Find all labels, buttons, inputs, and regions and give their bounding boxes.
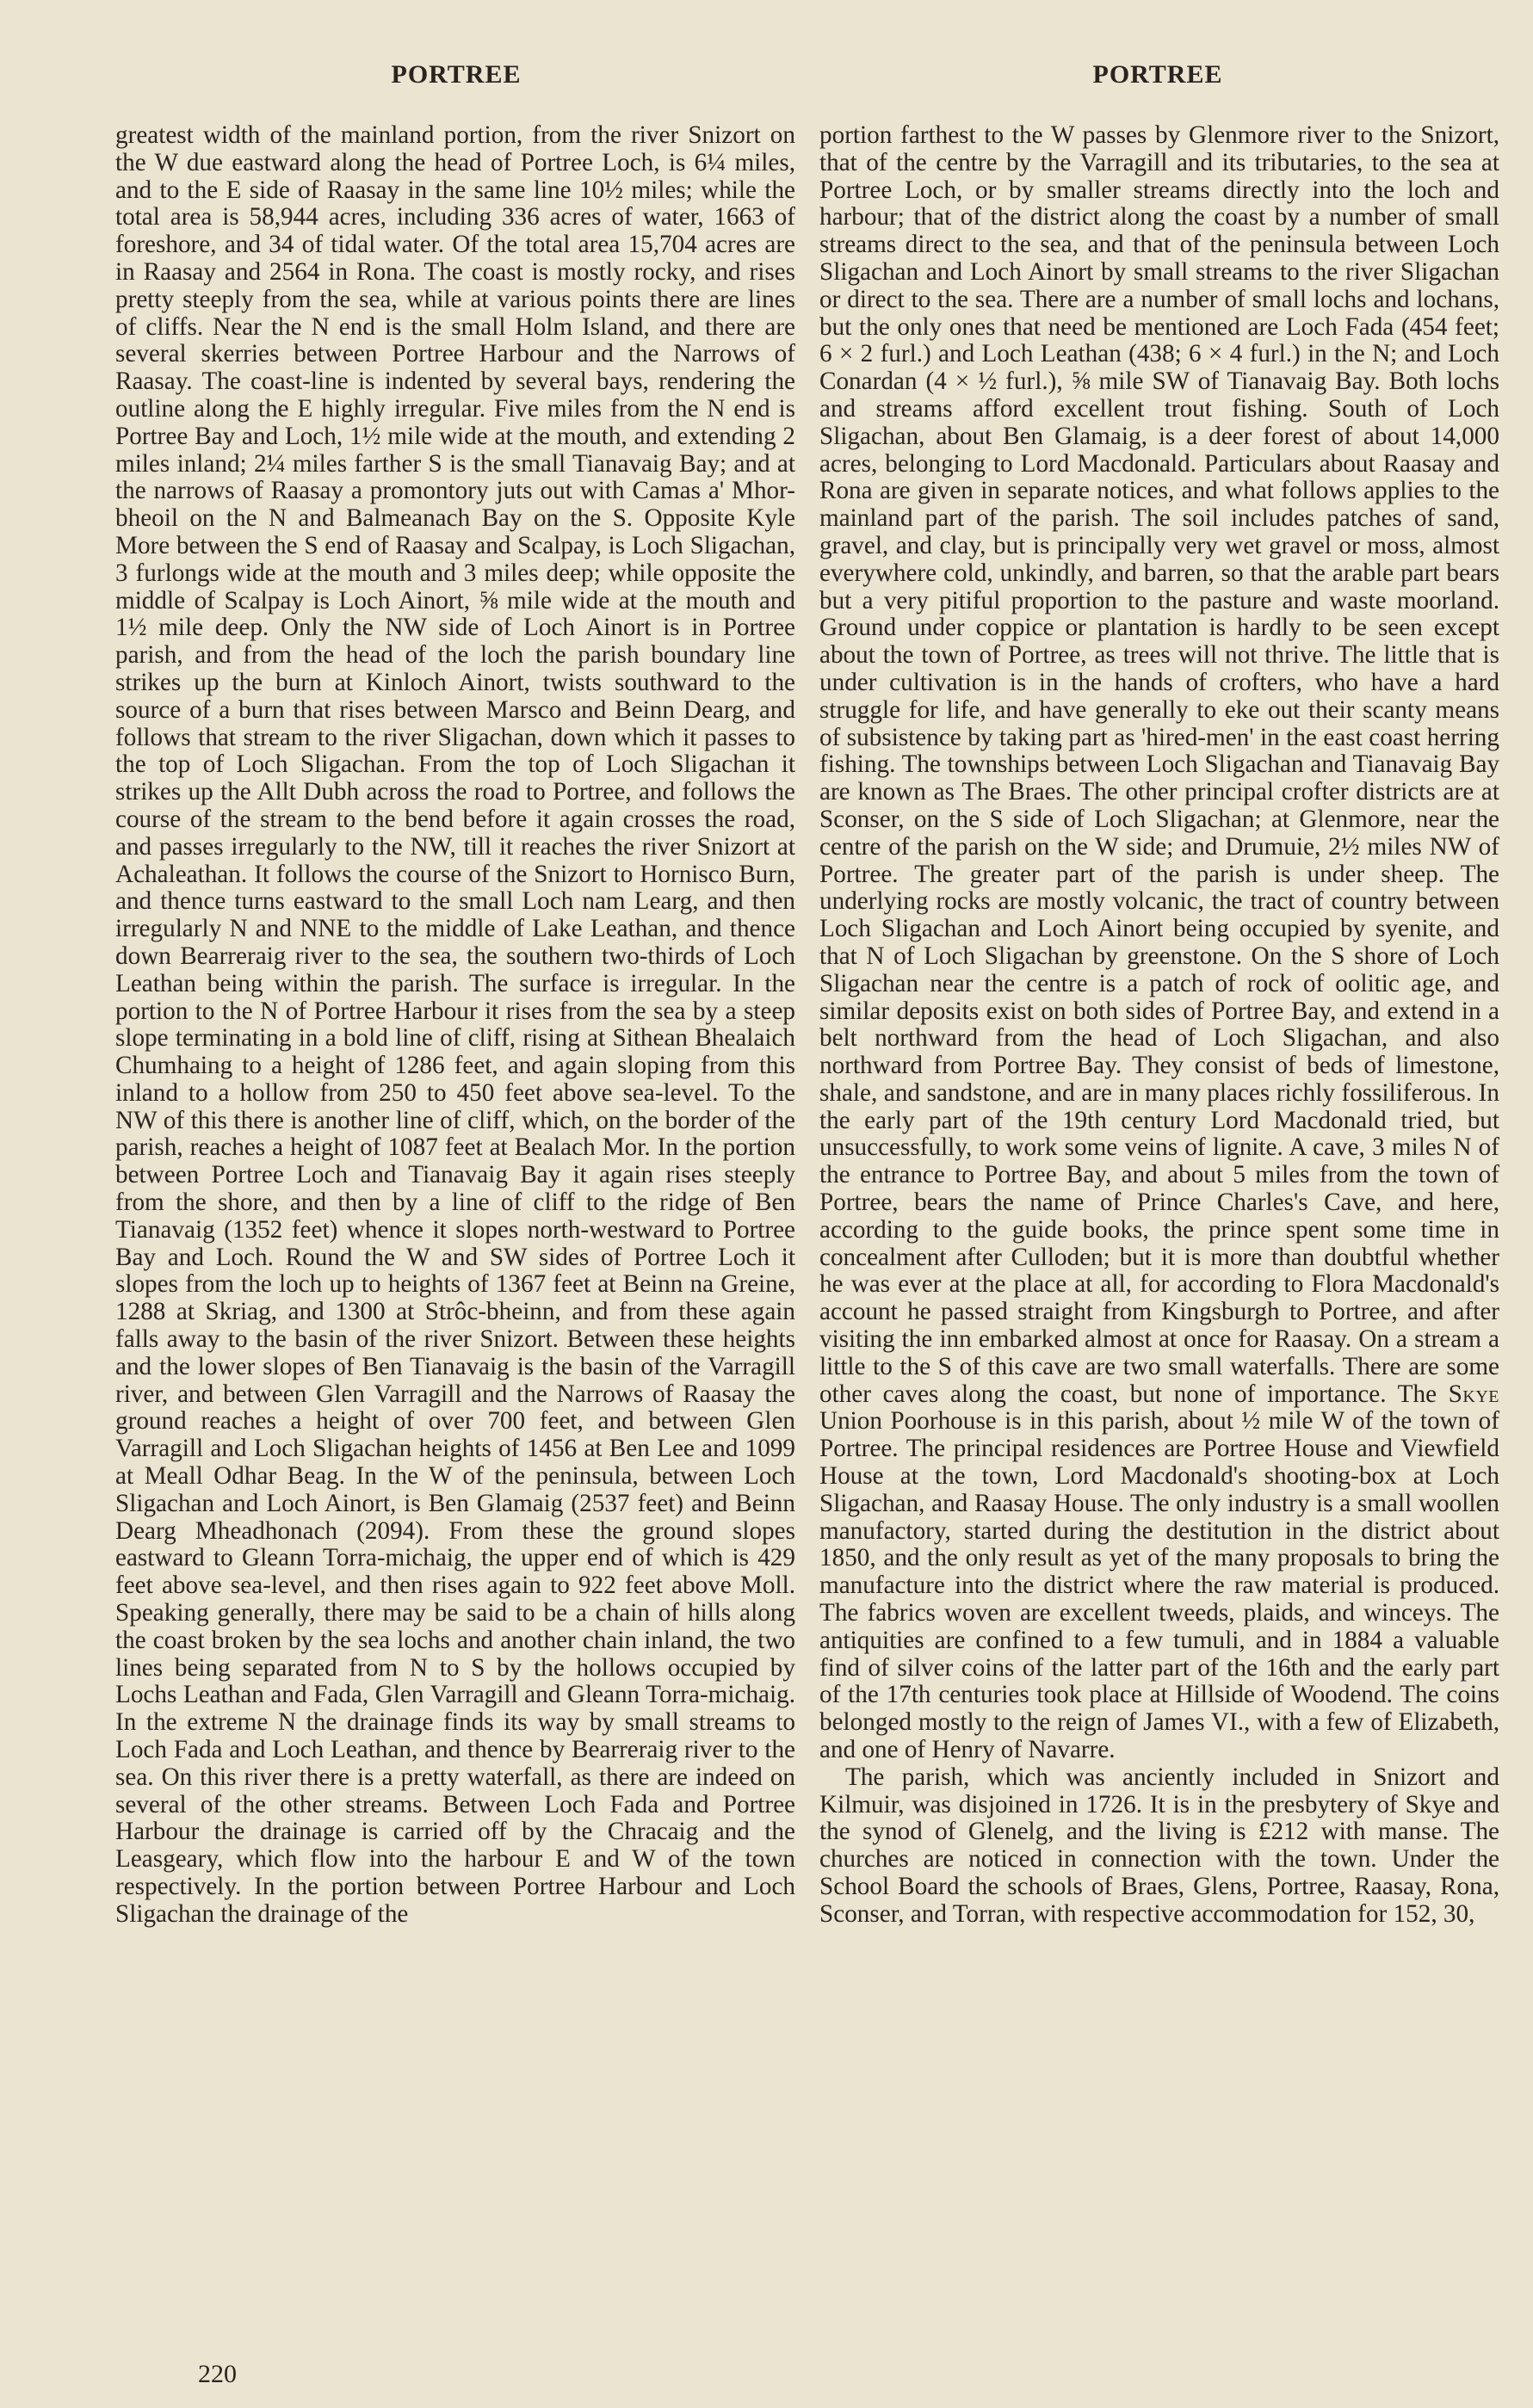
text-run: Union Poorhouse is in this parish, about ½ mile W of the town of Portree. The principal residences are Portree House and Viewfield House at the town, Lord Macdonald's shooting-box at Loch Sligachan, and Raasay House. The only industry is a small woollen manufactory, started during the destitution in the district about 1850, and the only result as yet of the many proposals to bring the manufacture into the district where the raw material is produced. The fabrics woven are excellent tweeds, plaids, and winceys. The antiquities are confined to a few tumuli, and in 1884 a valuable find of silver coins of the latter part of the 16th and the early part of the 17th centuries took place at Hillside of Woodend. The coins belonged mostly to the reign of James VI., with a few of Elizabeth, and one of Henry of Navarre. — [819, 1407, 1499, 1764]
page-number: 220 — [198, 2360, 237, 2388]
running-head-right: PORTREE — [1092, 60, 1223, 89]
text-column-right — [819, 122, 1499, 1929]
text-run: portion farthest to the W passes by Glenmore river to the Snizort, that of the centre by the Varragill and its tributaries, to the sea at Portree Loch, or by smaller streams directly into the loch and harbour; that of the district along the coast by a number of small streams direct to the sea, and that of the peninsula between Loch Sligachan and Loch Ainort by small streams to the river Sligachan or direct to the sea. There are a number of small lochs and lochans, but the only ones that need be mentioned are Loch Fada (454 feet; 6 × 2 furl.) and Loch Leathan (438; 6 × 4 furl.) in the N; and Loch Conardan (4 × ½ furl.), ⅝ mile SW of Tianavaig Bay. Both lochs and streams afford excellent trout fishing. South of Loch Sligachan, about Ben Glamaig, is a deer forest of about 14,000 acres, belonging to Lord Macdonald. Particulars about Raasay and Rona are given in separate notices, and what follows applies to the mainland part of the parish. The soil includes patches of sand, gravel, and clay, but is principally very wet gravel or moss, almost everywhere cold, unkindly, and barren, so that the arable part bears but a very pitiful proportion to the pasture and waste moorland. Ground under coppice or plantation is hardly to be seen except about the town of Portree, as trees will not thrive. The little that is under cultivation is in the hands of crofters, who have a hard struggle for life, and have generally to eke out their scanty means of subsistence by taking part as 'hired-men' in the east coast herring fishing. The townships between Loch Sligachan and Tianavaig Bay are known as The Braes. The other principal crofter districts are at Sconser, on the S side of Loch Sligachan; at Glenmore, near the centre of the parish on the W side; and Drumuie, 2½ miles NW of Portree. The greater part of the parish is under sheep. The underlying rocks are mostly volcanic, the tract of country between Loch Sligachan and Loch Ainort being occupied by syenite, and that N of Loch Sligachan by greenstone. On the S shore of Loch Sligachan near the centre is a patch of rock of oolitic age, and similar deposits exist on both sides of Portree Bay, and extend in a belt northward from the head of Loch Sligachan, and also northward from Portree Bay. They consist of beds of limestone, shale, and sandstone, and are in many places richly fossiliferous. In the early part of the 19th century Lord Macdonald tried, but unsuccessfully, to work some veins of lignite. A cave, 3 miles N of the entrance to Portree Bay, and about 5 miles from the town of Portree, bears the name of Prince Charles's Cave, and here, according to the guide books, the prince spent some time in concealment after Culloden; but it is more than doubtful whether he was ever at the place at all, for according to Flora Macdonald's account he passed straight from Kingsburgh to Portree, and after visiting the inn embarked almost at once for Raasay. On a stream a little to the S of this cave are two small waterfalls. There are some other caves along the coast, but none of importance. The — [819, 121, 1499, 1408]
text-column-left — [115, 122, 795, 1929]
paragraph — [819, 122, 1499, 1764]
paragraph: The parish, which was anciently included in Snizort and Kilmuir, was disjoined in 1726. It is in the presbytery of Skye and the synod of Glenelg, and the living is £212 with manse. The churches are noticed in connection with the town. Under the School Board the schools of Braes, Glens, Portree, Raasay, Rona, Sconser, and Torran, with respective accommodation for 152, 30, — [819, 1763, 1499, 1928]
running-head-left: PORTREE — [391, 60, 522, 89]
paragraph: greatest width of the mainland portion, from the river Snizort on the W due eastward along the head of Portree Loch, is 6¼ miles, and to the E side of Raasay in the same line 10½ miles; while the total area is 58,944 acres, including 336 acres of water, 1663 of foreshore, and 34 of tidal water. Of the total area 15,704 acres are in Raasay and 2564 in Rona. The coast is mostly rocky, and rises pretty steeply from the sea, while at various points there are lines of cliffs. Near the N end is the small Holm Island, and there are several skerries between Portree Harbour and the Narrows of Raasay. The coast-line is indented by several bays, rendering the outline along the E highly irregular. Five miles from the N end is Portree Bay and Loch, 1½ mile wide at the mouth, and extending 2 miles inland; 2¼ miles farther S is the small Tianavaig Bay; and at the narrows of Raasay a promontory juts out with Camas a' Mhor-bheoil on the N and Balmeanach Bay on the S. Opposite Kyle More between the S end of Raasay and Scalpay, is Loch Sligachan, 3 furlongs wide at the mouth and 3 miles deep; while opposite the middle of Scalpay is Loch Ainort, ⅝ mile wide at the mouth and 1½ mile deep. Only the NW side of Loch Ainort is in Portree parish, and from the head of the loch the parish boundary line strikes up the burn at Kinloch Ainort, twists southward to the source of a burn that rises between Marsco and Beinn Dearg, and follows that stream to the river Sligachan, down which it passes to the top of Loch Sligachan. From the top of Loch Sligachan it strikes up the Allt Dubh across the road to Portree, and follows the course of the stream to the bend before it again crosses the road, and passes irregularly to the NW, till it reaches the river Snizort at Achaleathan. It follows the course of the Snizort to Hornisco Burn, and thence turns eastward to the small Loch nam Learg, and then irregularly N and NNE to the middle of Lake Leathan, and thence down Bearreraig river to the sea, the southern two-thirds of Loch Leathan being within the parish. The surface is irregular. In the portion to the N of Portree Harbour it rises from the sea by a steep slope terminating in a bold line of cliff, rising at Sithean Bhealaich Chumhaing to a height of 1286 feet, and again sloping from this inland to a hollow from 250 to 450 feet above sea-level. To the NW of this there is another line of cliff, which, on the border of the parish, reaches a height of 1087 feet at Bealach Mor. In the portion between Portree Loch and Tianavaig Bay it again rises steeply from the shore, and then by a line of cliff to the ridge of Ben Tianavaig (1352 feet) whence it slopes north-westward to Portree Bay and Loch. Round the W and SW sides of Portree Loch it slopes from the loch up to heights of 1367 feet at Beinn na Greine, 1288 at Skriag, and 1300 at Strôc-bheinn, and from these again falls away to the basin of the river Snizort. Between these heights and the lower slopes of Ben Tianavaig is the basin of the Varragill river, and between Glen Varragill and the Narrows of Raasay the ground reaches a height of over 700 feet, and between Glen Varragill and Loch Sligachan heights of 1456 at Ben Lee and 1099 at Meall Odhar Beag. In the W of the peninsula, between Loch Sligachan and Loch Ainort, is Ben Glamaig (2537 feet) and Beinn Dearg Mheadhonach (2094). From these the ground slopes eastward to Gleann Torra-michaig, the upper end of which is 429 feet above sea-level, and then rises again to 922 feet above Moll. Speaking generally, there may be said to be a chain of hills along the coast broken by the sea lochs and another chain inland, the two lines being separated from N to S by the hollows occupied by Lochs Leathan and Fada, Glen Varragill and Gleann Torra-michaig. In the extreme N the drainage finds its way by small streams to Loch Fada and Loch Leathan, and thence by Bearreraig river to the sea. On this river there is a pretty waterfall, as there are indeed on several of the other streams. Between Loch Fada and Portree Harbour the drainage is carried off by the Chracaig and the Leasgeary, which flow into the harbour E and W of the town respectively. In the portion between Portree Harbour and Loch Sligachan the drainage of the — [115, 121, 795, 1928]
small-caps-run: Skye — [1448, 1380, 1500, 1408]
